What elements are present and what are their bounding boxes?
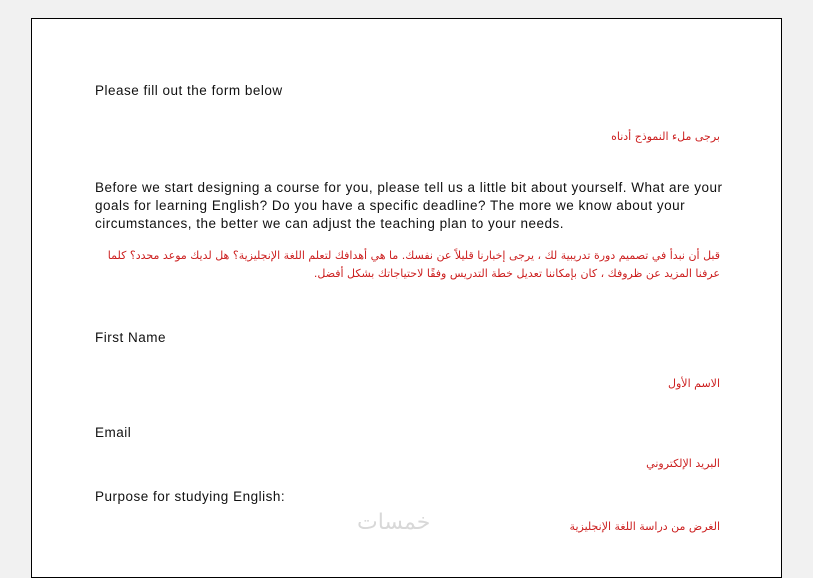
document-page: [31, 18, 782, 578]
purpose-label: Purpose for studying English:: [95, 489, 286, 504]
form-heading-arabic: برجى ملء النموذج أدناه: [611, 130, 720, 143]
watermark-logo: خمسات: [357, 510, 431, 535]
intro-paragraph-arabic: قبل أن نبدأ في تصميم دورة تدريبية لك ، يرجى إخبارنا قليلاً عن نفسك. ما هي أهدافك لتعلم اللغة الإنجليزية؟ هل لديك موعد محدد؟ كلما عرفنا المزيد عن ظروفك ، كان بإمكاننا تعديل خطة التدريس وفقًا لاحتياجاتك بشكل أفضل.: [107, 249, 720, 280]
first-name-label: First Name: [95, 330, 167, 345]
purpose-label-arabic: الغرض من دراسة اللغة الإنجليزية: [569, 520, 720, 533]
email-label-arabic: البريد الإلكتروني: [646, 457, 720, 470]
intro-paragraph: Before we start designing a course for you, please tell us a little bit about yourself. What are your goals for learning English? Do you have a specific deadline? The more we know about your circumstances, the better we can adjust the teaching plan to your needs.: [95, 180, 723, 231]
first-name-label-arabic: الاسم الأول: [668, 377, 720, 390]
email-label: Email: [95, 425, 132, 440]
form-heading: Please fill out the form below: [95, 83, 283, 98]
